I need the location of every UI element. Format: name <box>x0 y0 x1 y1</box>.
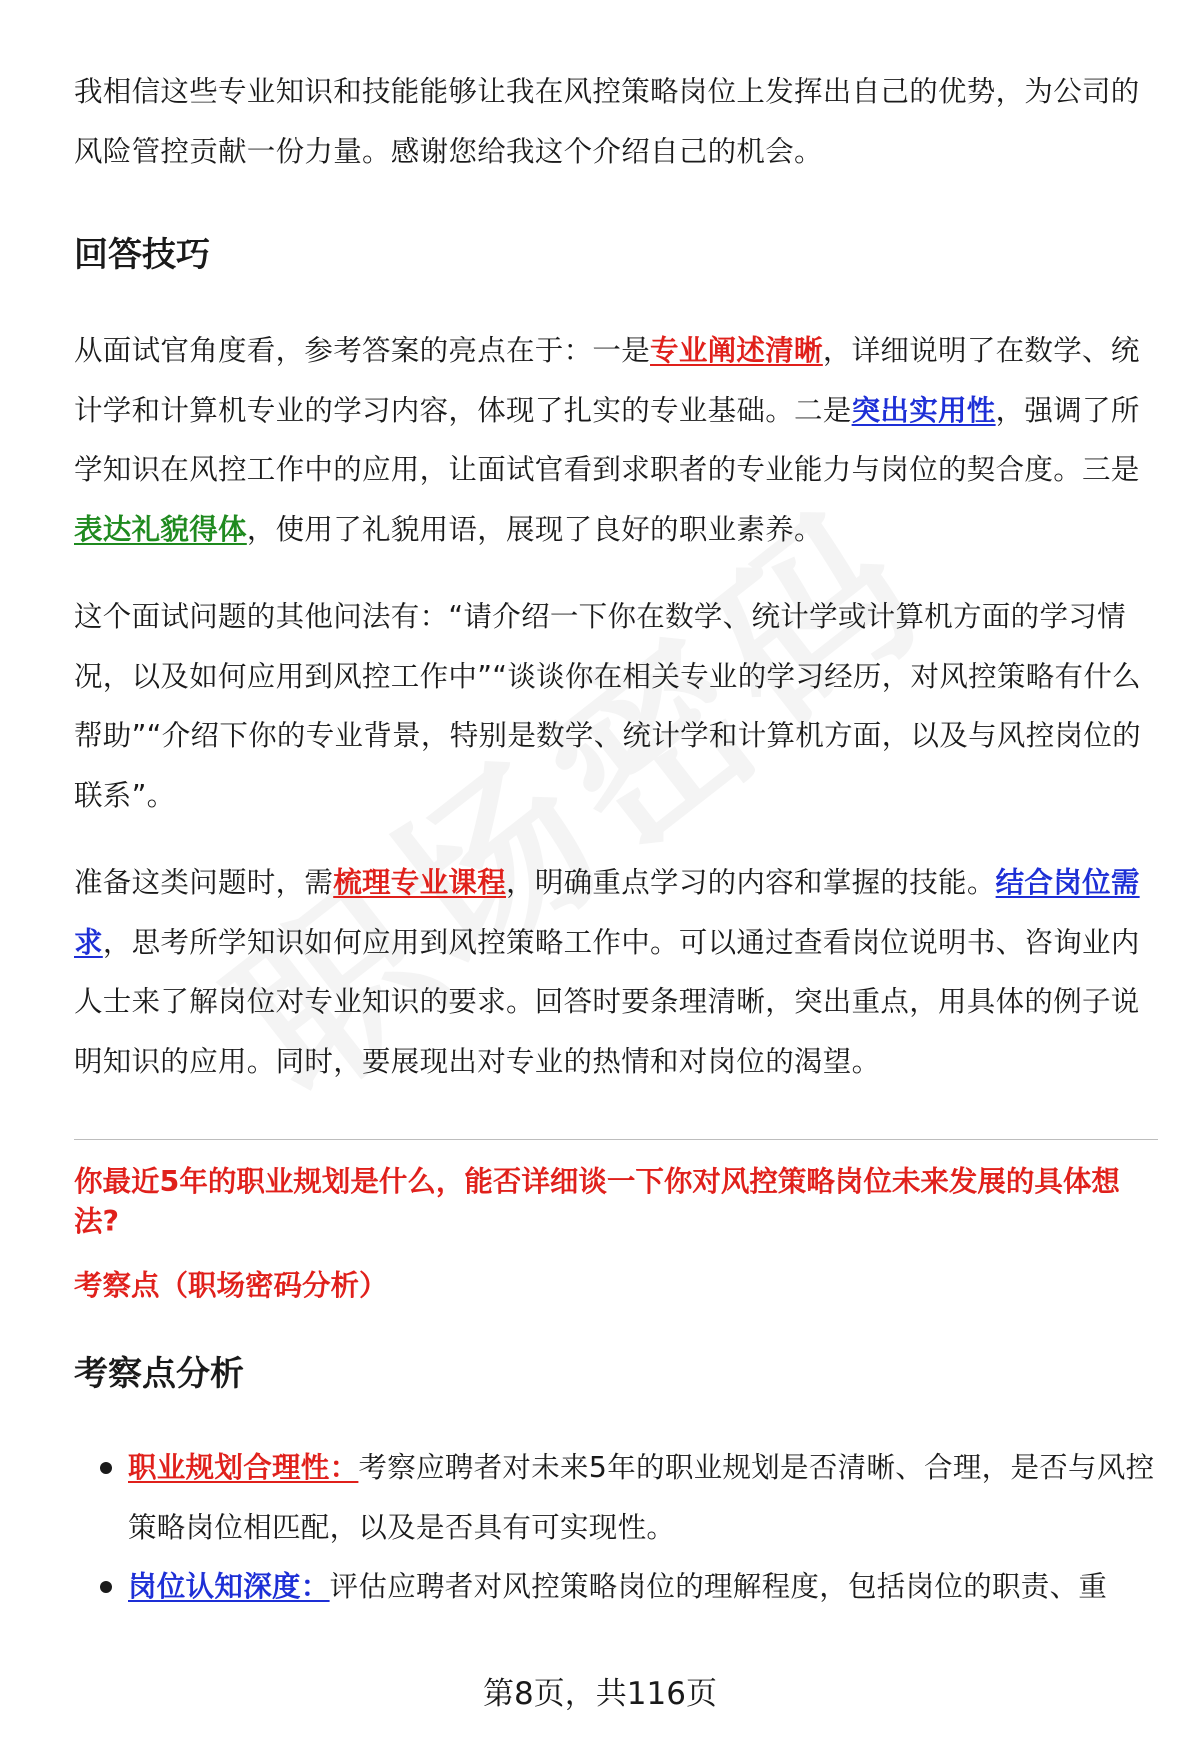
list-item <box>74 1438 1158 1557</box>
page-number-footer: 第8页，共116页 <box>483 1676 717 1712</box>
tips-p3-text-2: ，明确重点学习的内容和掌握的技能。 <box>506 866 996 899</box>
point-label-job-cognition: 岗位认知深度： <box>128 1570 330 1603</box>
point-text-job-cognition: 评估应聘者对风控策略岗位的理解程度，包括岗位的职责、重 <box>329 1570 1108 1603</box>
highlight-practicality: 突出实用性 <box>851 393 996 427</box>
highlight-politeness: 表达礼貌得体 <box>74 512 247 546</box>
tips-p1-text-4: ，使用了礼貌用语，展现了良好的职业素养。 <box>246 512 823 546</box>
tips-p3-text-1: 准备这类问题时，需 <box>74 866 334 899</box>
tips-p1-text-2: ，详细说明了在数学、统计学和计算机专业的学习内容，体现了扎实的专业基础。二是 <box>74 334 1140 427</box>
highlight-sort-courses: 梳理专业课程 <box>333 866 507 899</box>
tips-p1-text-3: ，强调了所学知识在风控工作中的应用，让面试官看到求职者的专业能力与岗位的契合度。三是 <box>74 393 1140 486</box>
bullet-dot-icon <box>100 1462 112 1474</box>
section-divider <box>74 1139 1158 1140</box>
tips-paragraph-preparation <box>74 853 1158 1091</box>
list-item <box>74 1557 1158 1617</box>
intro-closing-paragraph: 我相信这些专业知识和技能能够让我在风控策略岗位上发挥出自己的优势，为公司的风险管控贡献一份力量。感谢您给我这个介绍自己的机会。 <box>74 75 1140 168</box>
tips-paragraph-alternatives: 这个面试问题的其他问法有：“请介绍一下你在数学、统计学或计算机方面的学习情况，以及如何应用到风控工作中”“谈谈你在相关专业的学习经历，对风控策略有什么帮助”“介绍下你的专业背景，特别是数学、统计学和计算机方面，以及与风控岗位的联系”。 <box>74 600 1141 812</box>
tips-heading: 回答技巧 <box>74 235 210 275</box>
point-label-career-plan: 职业规划合理性： <box>128 1451 359 1484</box>
assessment-points-list <box>74 1438 1158 1617</box>
tips-p1-text-1: 从面试官角度看，参考答案的亮点在于：一是 <box>74 334 651 367</box>
page-content <box>74 62 1158 1617</box>
tips-paragraph-highlights <box>74 321 1158 559</box>
analysis-heading: 考察点分析 <box>74 1354 244 1394</box>
highlight-professional-clarity: 专业阐述清晰 <box>650 334 823 367</box>
point-text-career-plan: 考察应聘者对未来5年的职业规划是否清晰、合理，是否与风控策略岗位相匹配，以及是否具有可实现性。 <box>128 1451 1155 1544</box>
bullet-dot-icon <box>100 1581 112 1593</box>
assessment-subtitle: 考察点（职场密码分析） <box>74 1269 388 1302</box>
interview-question: 你最近5年的职业规划是什么，能否详细谈一下你对风控策略岗位未来发展的具体想法? <box>74 1165 1120 1238</box>
highlight-job-requirements: 结合岗位需求 <box>74 866 1140 959</box>
tips-p3-text-3: ，思考所学知识如何应用到风控策略工作中。可以通过查看岗位说明书、咨询业内人士来了解岗位对专业知识的要求。回答时要条理清晰，突出重点，用具体的例子说明知识的应用。同时，要展现出对专业的热情和对岗位的渴望。 <box>74 925 1140 1078</box>
